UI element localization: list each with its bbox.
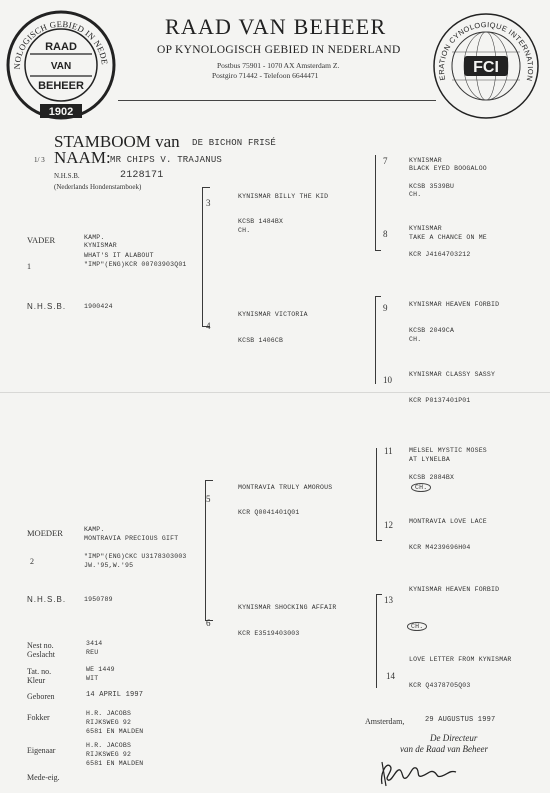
raad-van-beheer-seal xyxy=(6,10,116,120)
bracket-sire xyxy=(202,187,203,326)
ggp-title: CH. xyxy=(409,191,422,198)
dam-label: MOEDER xyxy=(27,528,63,538)
sire-line4: "IMP"(ENG)KCR 00703903Q01 xyxy=(84,261,187,268)
dam-number: 2 xyxy=(30,557,34,566)
bracket-tick xyxy=(376,594,382,595)
dam-nhsb-label: N.H.S.B. xyxy=(27,595,67,604)
ggp-line1: MONTRAVIA LOVE LACE xyxy=(409,518,487,525)
ggp-line1: KYNISMAR xyxy=(409,225,442,232)
ggp-line2: AT LYNELBA xyxy=(409,456,451,463)
nest-label: Nest no. xyxy=(27,641,54,650)
bracket-tick xyxy=(375,296,381,297)
naam-label: NAAM: xyxy=(54,148,111,167)
left-seal-year: 1902 xyxy=(48,106,74,118)
bracket-gp4 xyxy=(375,296,376,384)
gp-name: KYNISMAR SHOCKING AFFAIR xyxy=(238,604,337,611)
fold-line xyxy=(0,392,550,393)
registry-note: (Nederlands Hondenstamboek) xyxy=(54,183,142,191)
gp-number: 3 xyxy=(206,198,211,208)
left-seal-line2: VAN xyxy=(50,61,72,72)
right-seal-ring-text: ERATION CYNOLOGIQUE INTERNATION xyxy=(436,20,536,83)
ggp-title: CH. xyxy=(407,622,427,631)
ggp-number: 10 xyxy=(383,375,392,385)
ggp-reg: KCR M4239696H04 xyxy=(409,544,471,551)
org-address-line1: Postbus 75901 - 1070 AX Amsterdam Z. xyxy=(217,61,340,70)
ggp-line2: TAKE A CHANCE ON ME xyxy=(409,234,487,241)
sire-line1: KAMP. xyxy=(84,234,105,241)
eigenaar-label: Eigenaar xyxy=(27,746,56,755)
nhsb-number: 2128171 xyxy=(120,170,164,181)
dam-line1: KAMP. xyxy=(84,526,105,533)
sire-nhsb-value: 1900424 xyxy=(84,303,113,310)
ggp-reg: KCR Q4378705Q03 xyxy=(409,682,471,689)
page-fraction: 1/ 3 xyxy=(34,156,45,164)
nest-value: 3414 xyxy=(86,640,103,647)
dam-line4: JW.'95,W.'95 xyxy=(84,562,134,569)
tat-value: WE 1449 xyxy=(86,666,115,673)
eigenaar-line1: H.R. JACOBS xyxy=(86,742,132,749)
geboren-label: Geboren xyxy=(27,692,55,701)
sire-number: 1 xyxy=(27,262,31,271)
gp-number: 4 xyxy=(206,321,211,331)
ggp-reg: KCSB 2049CA xyxy=(409,327,455,334)
left-seal-line3: BEHEER xyxy=(38,80,84,92)
right-seal-center: FCI xyxy=(473,59,499,76)
dog-name: MR CHIPS V. TRAJANUS xyxy=(110,155,223,165)
ggp-line1: KYNISMAR HEAVEN FORBID xyxy=(409,586,500,593)
gp-reg: KCSB 1406CB xyxy=(238,337,284,344)
kleur-value: WIT xyxy=(86,675,99,682)
left-seal-ring-text: NOLOGISCH GEBIED IN NEDE xyxy=(11,18,110,70)
ggp-line2: BLACK EYED BOOGALOO xyxy=(409,165,487,172)
gp-number: 5 xyxy=(206,494,211,504)
ggp-line1: KYNISMAR xyxy=(409,157,442,164)
ggp-title: CH. xyxy=(411,483,431,492)
gp-reg: KCR E3519403003 xyxy=(238,630,300,637)
director-signature xyxy=(376,756,476,788)
signature-date: 29 AUGUSTUS 1997 xyxy=(425,716,496,724)
gp-name: KYNISMAR BILLY THE KID xyxy=(238,193,329,200)
ggp-line1: LOVE LETTER FROM KYNISMAR xyxy=(409,656,512,663)
org-address-line2: Postgiro 71442 - Telefoon 6644471 xyxy=(212,71,319,80)
header-rule xyxy=(118,100,436,101)
org-subtitle: OP KYNOLOGISCH GEBIED IN NEDERLAND xyxy=(157,44,401,56)
ggp-reg: KCSB 3539BU xyxy=(409,183,455,190)
kleur-label: Kleur xyxy=(27,676,46,685)
sire-label: VADER xyxy=(27,235,56,245)
nhsb-small-label: N.H.S.B. xyxy=(54,172,80,180)
ggp-reg: KCR P0137401P01 xyxy=(409,397,471,404)
ggp-number: 7 xyxy=(383,156,388,166)
eigenaar-line3: 6581 EN MALDEN xyxy=(86,760,144,767)
gp-name: MONTRAVIA TRULY AMOROUS xyxy=(238,484,333,491)
dam-line2: MONTRAVIA PRECIOUS GIFT xyxy=(84,535,179,542)
ggp-title: CH. xyxy=(409,336,422,343)
bracket-tick xyxy=(202,187,210,188)
fokker-line1: H.R. JACOBS xyxy=(86,710,132,717)
ggp-line1: KYNISMAR HEAVEN FORBID xyxy=(409,301,500,308)
sire-line2: KYNISMAR xyxy=(84,242,117,249)
place-label: Amsterdam, xyxy=(365,717,405,726)
stamboom-label: STAMBOOM van xyxy=(54,132,180,151)
dam-nhsb-value: 1950789 xyxy=(84,596,113,603)
gp-number: 6 xyxy=(206,618,211,628)
gp-reg: KCR Q0041401Q01 xyxy=(238,509,300,516)
ggp-line1: MELSEL MYSTIC MOSES xyxy=(409,447,487,454)
bracket-gp6 xyxy=(376,594,377,688)
gp-name: KYNISMAR VICTORIA xyxy=(238,311,308,318)
fci-seal xyxy=(432,12,540,120)
bracket-gp3 xyxy=(375,155,376,250)
tat-label: Tat. no. xyxy=(27,667,52,676)
ggp-number: 8 xyxy=(383,229,388,239)
ggp-number: 14 xyxy=(386,671,395,681)
ggp-number: 12 xyxy=(384,520,393,530)
ggp-number: 13 xyxy=(384,595,393,605)
geboren-value: 14 APRIL 1997 xyxy=(86,691,144,699)
dam-line3: "IMP"(ENG)CKC U3178303003 xyxy=(84,553,187,560)
bracket-tick xyxy=(376,540,382,541)
breed-value: DE BICHON FRISÉ xyxy=(192,138,277,148)
sire-nhsb-label: N.H.S.B. xyxy=(27,302,67,311)
ggp-line1: KYNISMAR CLASSY SASSY xyxy=(409,371,496,378)
ggp-number: 9 xyxy=(383,303,388,313)
ggp-number: 11 xyxy=(384,446,393,456)
bracket-tick xyxy=(375,250,381,251)
bracket-tick xyxy=(205,480,213,481)
geslacht-value: REU xyxy=(86,649,99,656)
geslacht-label: Geslacht xyxy=(27,650,55,659)
ggp-reg: KCSB 2884BX xyxy=(409,474,455,481)
director-line2: van de Raad van Beheer xyxy=(400,744,488,754)
gp-reg: KCSB 1484BX xyxy=(238,218,284,225)
fokker-line3: 6581 EN MALDEN xyxy=(86,728,144,735)
medeeig-label: Mede-eig. xyxy=(27,773,60,782)
fokker-label: Fokker xyxy=(27,713,50,722)
director-line1: De Directeur xyxy=(430,733,478,743)
org-title: RAAD VAN BEHEER xyxy=(165,14,387,39)
bracket-gp5 xyxy=(376,448,377,540)
sire-line3: WHAT'S IT ALABOUT xyxy=(84,252,154,259)
left-seal-line1: RAAD xyxy=(45,41,77,53)
eigenaar-line2: RIJKSWEG 92 xyxy=(86,751,132,758)
fokker-line2: RIJKSWEG 92 xyxy=(86,719,132,726)
gp-title: CH. xyxy=(238,227,251,234)
ggp-reg: KCR J4164703212 xyxy=(409,251,471,258)
